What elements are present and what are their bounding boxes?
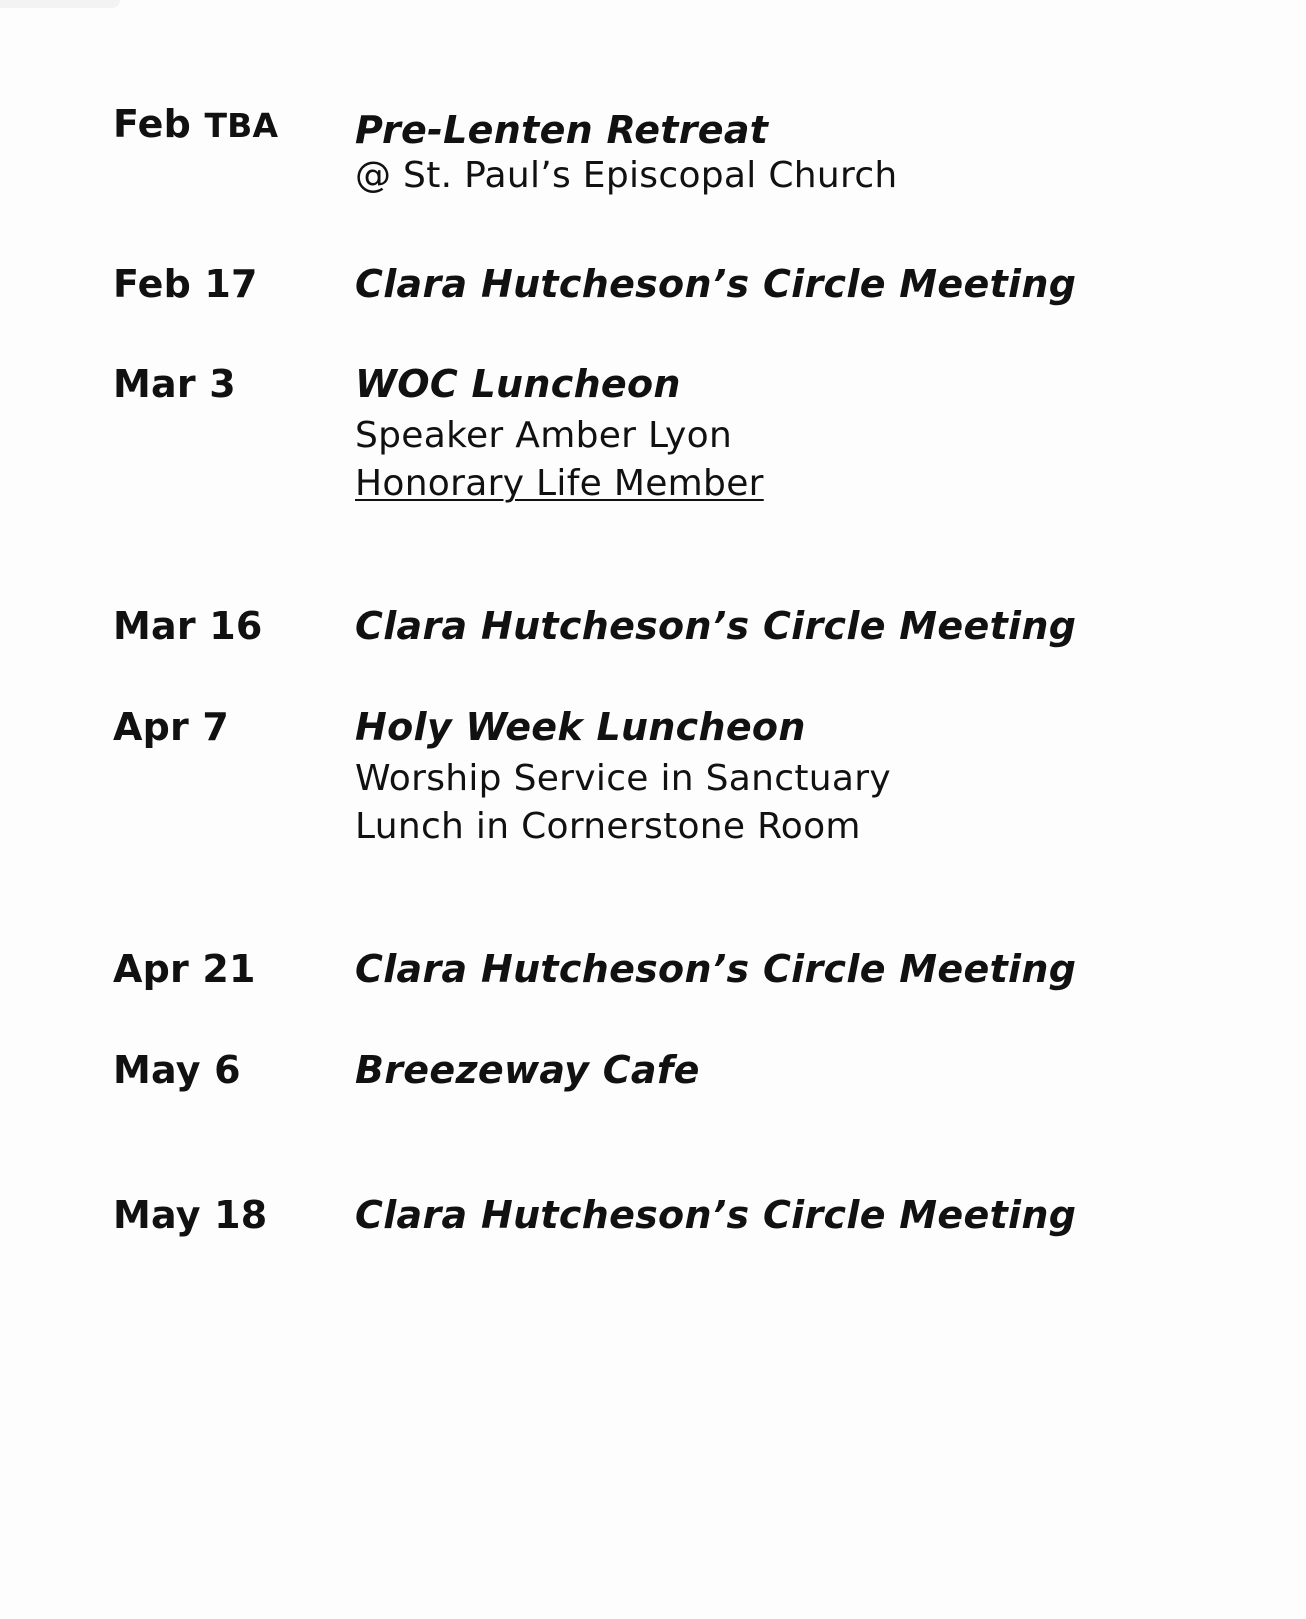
event-date: Apr 7 — [113, 705, 230, 749]
event-content — [355, 102, 1255, 200]
event-detail: Lunch in Cornerstone Room — [355, 806, 861, 847]
event-title: Clara Hutcheson’s Circle Meeting — [355, 604, 1077, 648]
event-date: Mar 16 — [113, 604, 263, 648]
event-title: Clara Hutcheson’s Circle Meeting — [355, 947, 1077, 991]
event-date: Feb 17 — [113, 262, 258, 306]
event-title: WOC Luncheon — [355, 362, 681, 406]
event-date: Mar 3 — [113, 362, 236, 406]
event-title: Clara Hutcheson’s Circle Meeting — [355, 1193, 1077, 1237]
event-date — [113, 102, 278, 148]
event-content — [355, 705, 1255, 851]
event-content — [355, 604, 1255, 648]
event-date-month: Feb — [113, 102, 191, 146]
event-date: May 18 — [113, 1193, 268, 1237]
event-detail: Honorary Life Member — [355, 463, 764, 504]
event-content — [355, 262, 1255, 306]
event-detail: @ St. Paul’s Episcopal Church — [355, 155, 898, 196]
event-content — [355, 1048, 1255, 1092]
page-corner-tab — [0, 0, 120, 8]
event-title: Clara Hutcheson’s Circle Meeting — [355, 262, 1077, 306]
event-detail: Worship Service in Sanctuary — [355, 758, 891, 799]
event-date: May 6 — [113, 1048, 241, 1092]
event-date-suffix: TBA — [204, 106, 279, 145]
event-content — [355, 947, 1255, 991]
event-title: Breezeway Cafe — [355, 1048, 700, 1092]
event-date: Apr 21 — [113, 947, 256, 991]
event-content — [355, 1193, 1255, 1237]
event-title: Holy Week Luncheon — [355, 705, 806, 749]
event-title: Pre-Lenten Retreat — [355, 108, 769, 152]
event-detail: Speaker Amber Lyon — [355, 415, 733, 456]
event-content — [355, 362, 1255, 508]
